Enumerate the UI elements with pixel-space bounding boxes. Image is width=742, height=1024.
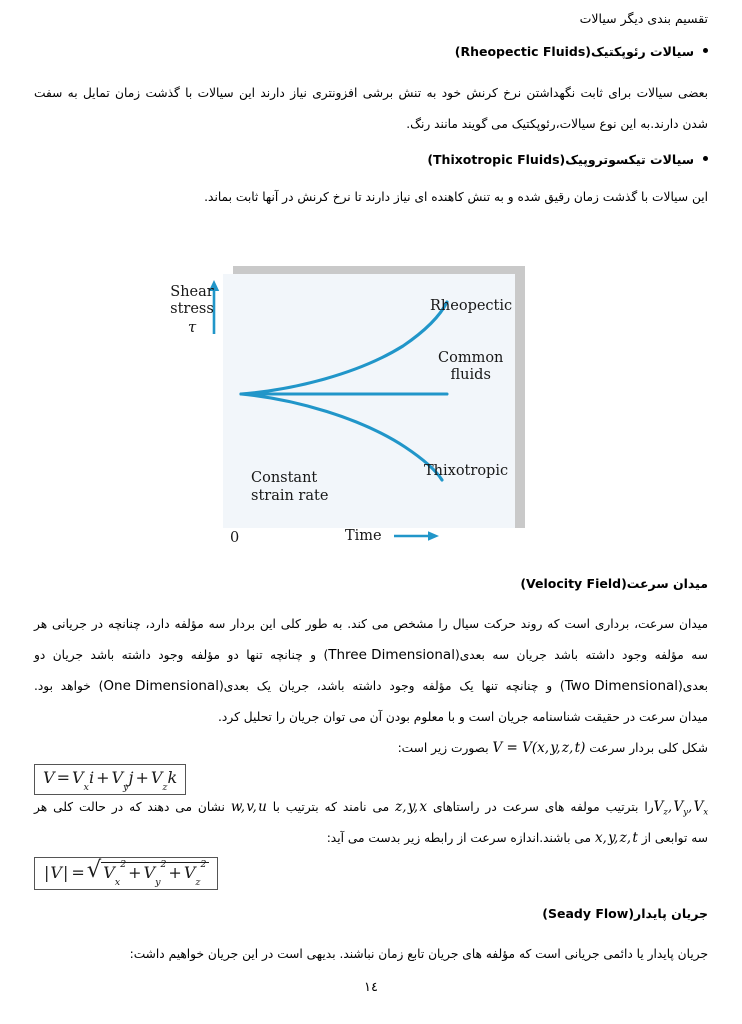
- equation-box-velocity-magnitude: |V| = √ $V_x^2 + V_y^2 + V_z^2$: [34, 857, 218, 890]
- paragraph-components-line2: [34, 823, 708, 854]
- inline-equation-vxyz: $V_z$, $V_y$, $V_x$: [653, 799, 709, 817]
- velocity-line3-part-a: بعدی(: [678, 679, 708, 693]
- components-line2-part-b: می باشند.اندازه سرعت از رابطه زیر بدست می آید:: [326, 831, 592, 845]
- paragraph-velocity-line3: [34, 671, 708, 702]
- bullet-dot-icon: [703, 48, 708, 53]
- velocity-line5-part-a: شکل کلی بردار سرعت: [589, 741, 708, 755]
- velocity-line2-part-a: سه مؤلفه وجود داشته باشد جریان سه بعدی(: [454, 648, 708, 662]
- velocity-line2-term-three-dimensional: Three Dimensional: [328, 647, 455, 663]
- curve-thixotropic: [241, 394, 442, 480]
- series-label-rheopectic: Rheopectic: [430, 298, 513, 314]
- page-number: ١٤: [364, 980, 378, 995]
- axis-label-time: Time: [345, 528, 382, 544]
- paragraph-rheopectic-line1: بعضی سیالات برای ثابت نگهداشتن نرخ کرنش خود به تنش برشی افزونتری نیاز دارند این سیالات با گذشت زمان تمایل به سفت: [34, 86, 708, 100]
- series-label-fluids-word: fluids: [450, 367, 491, 384]
- paragraph-steady-line1: جریان پایدار یا دائمی جریانی است که مؤلفه های جریان تابع زمان نباشند. بدیهی است در این جریان خواهیم داشت:: [129, 947, 708, 961]
- velocity-line3-part-c: ) خواهد بود.: [34, 679, 104, 693]
- equation-box-velocity-components: $V = V_xi + V_yj + V_zk$: [34, 764, 186, 795]
- paragraph-velocity-line2: [34, 640, 708, 671]
- bullet-label-rheopectic: سیالات رئوپکتیک(Rheopectic Fluids): [454, 44, 694, 59]
- annotation-strain-rate-word: strain rate: [251, 487, 329, 504]
- section-heading: تقسیم بندی دیگر سیالات: [579, 11, 708, 26]
- x-axis-arrow-icon: [394, 531, 439, 541]
- bullet-label-thixotropic: سیالات تیکسوتروپیک(Thixotropic Fluids): [427, 152, 694, 167]
- axis-label-stress-word: stress: [170, 301, 214, 318]
- velocity-line3-term-one-dimensional: One Dimensional: [103, 678, 219, 694]
- inline-equation-uvw: w, v, u: [230, 799, 267, 815]
- paragraph-velocity-line5: [34, 733, 708, 764]
- figure-annotation-constant-strain-rate: [251, 470, 328, 505]
- series-label-thixotropic: Thixotropic: [424, 463, 509, 479]
- velocity-line3-part-b: ) و چنانچه تنها یک مؤلفه وجود داشته باشد، جریان یک بعدی(: [218, 679, 565, 693]
- series-label-common-fluids: [438, 350, 503, 384]
- axis-origin-label: 0: [230, 530, 240, 546]
- velocity-line3-term-two-dimensional: Two Dimensional: [564, 678, 679, 694]
- velocity-line2-part-b: ) و چنانچه تنها دو مؤلفه وجود داشته باشد جریان دو: [34, 648, 329, 662]
- axis-label-shear-word: Shear: [170, 284, 214, 300]
- series-label-common-word: Common: [438, 350, 504, 366]
- axis-label-tau-symbol: τ: [187, 318, 197, 337]
- bullet-item-rheopectic: [455, 44, 708, 59]
- inline-equation-xyzt: x, y, z, t: [594, 830, 638, 846]
- velocity-line5-part-b: بصورت زیر است:: [397, 741, 489, 755]
- paragraph-rheopectic-line2: شدن دارند.به این نوع سیالات،رئوپکتیک می گویند مانند رنگ.: [406, 117, 708, 131]
- curve-rheopectic: [241, 302, 447, 394]
- components-line1-part-b: می نامند که بترتیب با: [272, 800, 390, 814]
- bullet-dot-icon: [703, 156, 708, 161]
- paragraph-velocity-line4: میدان سرعت در حقیقت شناسنامه جریان است و با معلوم بودن آن می توان جریان را تحلیل کرد.: [218, 710, 708, 724]
- annotation-constant-word: Constant: [251, 470, 318, 486]
- components-line1-part-a: را بترتیب مولفه های سرعت در راستاهای: [432, 800, 654, 814]
- bullet-item-thixotropic: [427, 152, 708, 167]
- axis-label-shear-stress: [163, 284, 221, 337]
- radical-sign-icon: √ $V_x^2 + V_y^2 + V_z^2$: [87, 861, 210, 885]
- inline-equation-axes-zyx: z, y, x: [395, 799, 427, 815]
- figure-shear-stress-vs-time: [170, 266, 525, 546]
- paragraph-thixotropic-line1: این سیالات با گذشت زمان رقیق شده و به تنش کاهنده ای نیاز دارند تا نرخ کرنش در آنها ثابت بماند.: [204, 190, 708, 204]
- components-line1-part-c: نشان می دهند که در حالت کلی هر: [34, 800, 225, 814]
- components-line2-part-a: سه توابعی از: [641, 831, 708, 845]
- heading-velocity-field: میدان سرعت(Velocity Field): [520, 576, 708, 591]
- inline-equation-velocity-function: V = V(x, y, z, t): [492, 740, 586, 756]
- heading-steady-flow: جریان پایدار(Seady Flow): [542, 906, 708, 921]
- paragraph-velocity-line1: میدان سرعت، برداری است که روند حرکت سیال را مشخص می کند. به طور کلی این بردار سه مؤلفه دارد، چنانچه در جریانی هر: [34, 617, 708, 631]
